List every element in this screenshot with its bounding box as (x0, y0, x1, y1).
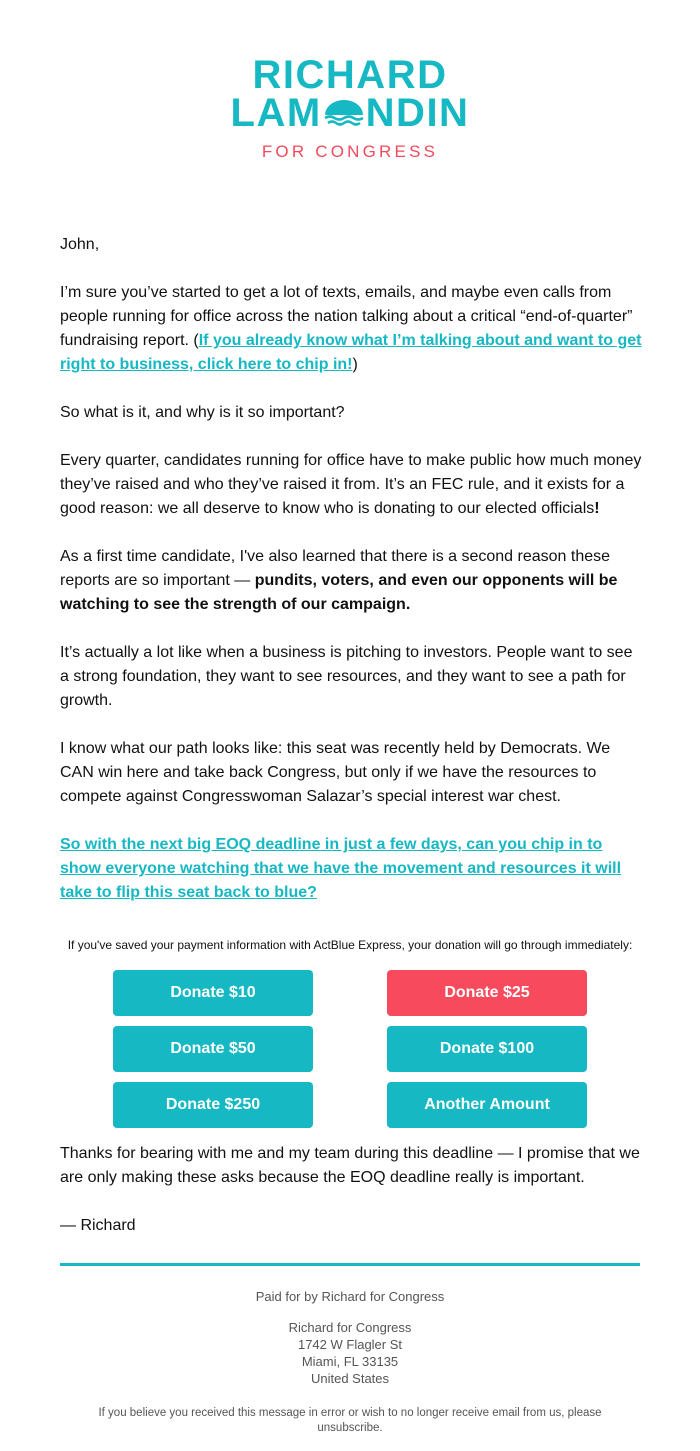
address-street: 1742 W Flagler St (297, 1337, 403, 1352)
paid-for-disclaimer: Paid for by Richard for Congress (255, 1289, 445, 1304)
greeting: John, (60, 236, 100, 253)
paragraph-second-reason-bold: pundits, voters, and even our opponents will be watching to see the strength of our campaign. (60, 572, 618, 613)
logo-line-2-end: NDIN (365, 91, 470, 135)
paragraph-intro (60, 281, 642, 377)
unsubscribe-notice (0, 1406, 700, 1436)
paragraph-fec-text: Every quarter, candidates running for office have to make public how much money they’ve raised and who they’ve raised it from. It’s an FEC rule, and it exists for a good reason: we all deserve to know who is donating to our elected officials (60, 452, 642, 517)
donate-25-button[interactable]: Donate $25 (387, 970, 587, 1016)
donate-10-button[interactable]: Donate $10 (113, 970, 313, 1016)
mailing-address (0, 1319, 700, 1387)
footer-divider (60, 1263, 640, 1266)
paragraph-fec (60, 449, 642, 521)
paragraph-fec-bang: ! (594, 500, 600, 517)
address-country: United States (310, 1371, 390, 1386)
cta-link[interactable]: So with the next big EOQ deadline in just a few days, can you chip in to show everyone watching that we have the movement and resources it will take to flip this seat back to blue? (60, 836, 622, 901)
unsubscribe-text: If you believe you received this message in error or wish to no longer receive email from us, please (98, 1407, 602, 1419)
logo-line-1: RICHARD (252, 53, 448, 97)
donate-50-button[interactable]: Donate $50 (113, 1026, 313, 1072)
closing-section (60, 1142, 642, 1262)
actblue-express-note: If you've saved your payment information with ActBlue Express, your donation will go through immediately: (67, 938, 633, 952)
paragraph-business: It’s actually a lot like when a business is pitching to investors. People want to see a strong foundation, they want to see resources, and they want to see a path for growth. (60, 644, 633, 709)
email-body (60, 233, 642, 905)
logo-tagline: FOR CONGRESS (261, 142, 439, 161)
closing-paragraph: Thanks for bearing with me and my team during this deadline — I promise that we are only making these asks because the EOQ deadline really is important. (60, 1145, 640, 1186)
paragraph-second-reason (60, 545, 642, 617)
signoff: — Richard (60, 1217, 136, 1234)
address-city: Miami, FL 33135 (301, 1354, 399, 1369)
donate-250-button[interactable]: Donate $250 (113, 1082, 313, 1128)
paragraph-intro-text: I’m sure you’ve started to get a lot of texts, emails, and maybe even calls from people running for office across the nation talking about a critical “end-of-quarter” fundraising report. ( (60, 284, 633, 349)
address-org: Richard for Congress (288, 1320, 412, 1335)
unsubscribe-link[interactable]: unsubscribe. (317, 1422, 383, 1434)
donate-100-button[interactable]: Donate $100 (387, 1026, 587, 1072)
paragraph-path: I know what our path looks like: this seat was recently held by Democrats. We CAN win here and take back Congress, but only if we have the resources to compete against Congresswoman Salazar’s special interest war chest. (60, 740, 611, 805)
paragraph-intro-end: ) (352, 356, 358, 373)
wave-o-icon (322, 98, 366, 128)
chip-in-link[interactable]: If you already know what I’m talking about and want to get right to business, click here to chip in! (60, 332, 642, 373)
paragraph-question: So what is it, and why is it so important? (60, 404, 345, 421)
logo-line-2 (0, 91, 700, 135)
logo-line-2-start: LAM (230, 91, 322, 135)
another-amount-button[interactable]: Another Amount (387, 1082, 587, 1128)
campaign-logo (0, 53, 700, 162)
paragraph-second-reason-text: As a first time candidate, I've also learned that there is a second reason these reports are so important — (60, 548, 611, 589)
